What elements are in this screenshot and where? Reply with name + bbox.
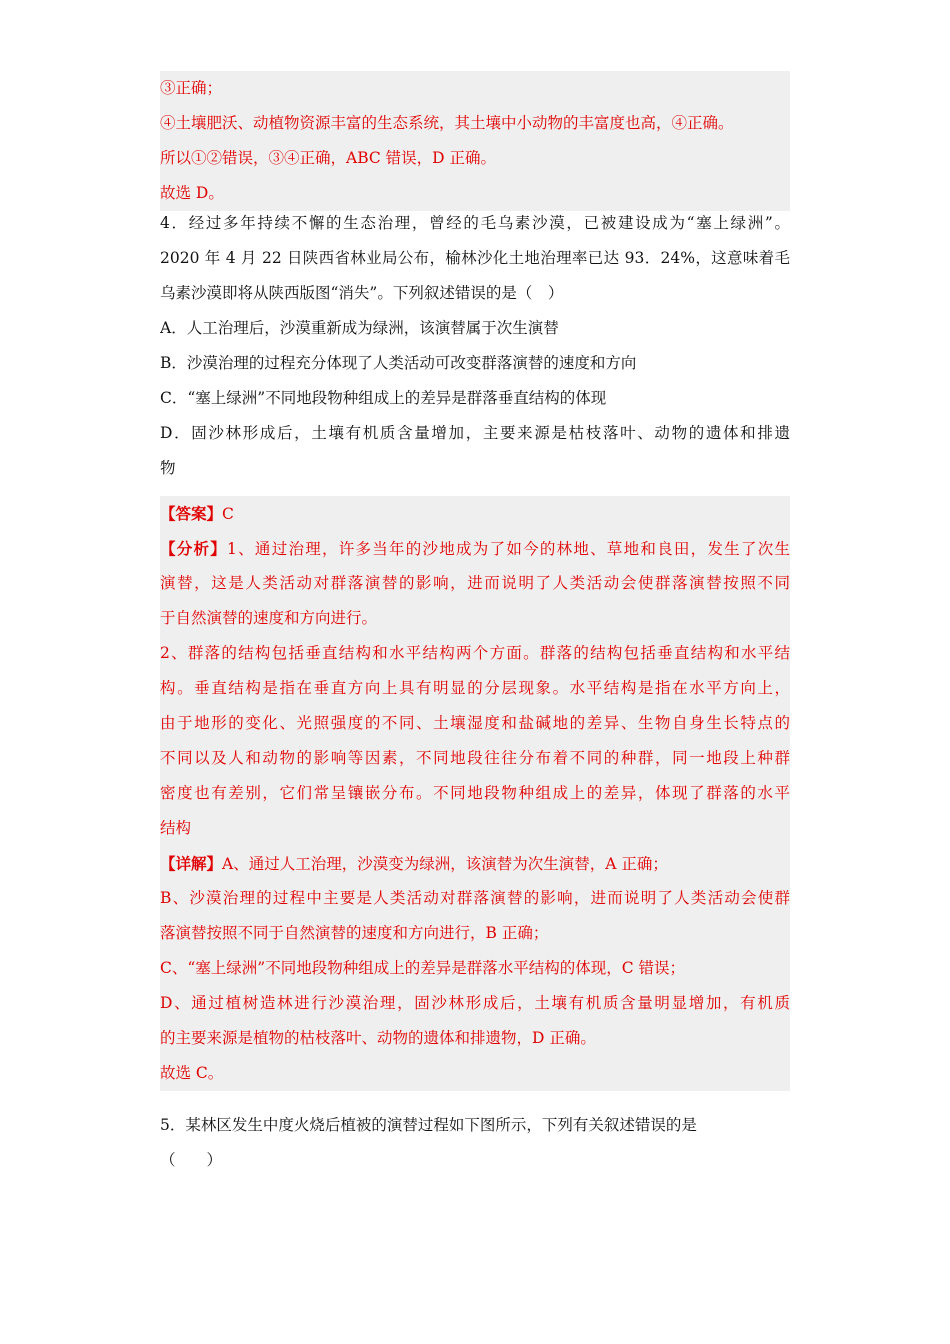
analysis-line: 构。垂直结构是指在垂直方向上具有明显的分层现象。水平结构是指在水平方向上， [160,679,790,697]
q5-stem-line: 5．某林区发生中度火烧后植被的演替过程如下图所示，下列有关叙述错误的是 [160,1116,697,1134]
q3-line: ④土壤肥沃、动植物资源丰富的生态系统，其土壤中小动物的丰富度也高，④正确。 [160,114,734,132]
analysis-text: 1、通过治理，许多当年的沙地成为了如今的林地、草地和良田，发生了次生 [227,540,790,558]
detail-line: 落演替按照不同于自然演替的速度和方向进行，B 正确； [160,924,549,942]
analysis-line [160,531,790,566]
detail-line [160,846,790,881]
analysis-line: 于自然演替的速度和方向进行。 [160,609,378,627]
q4-question [160,206,790,486]
detail-text: A、通过人工治理，沙漠变为绿洲，该演替为次生演替，A 正确； [222,855,668,873]
q4-option-d-continued: 物 [160,459,176,477]
q4-stem-line: 乌素沙漠即将从陕西版图“消失”。下列叙述错误的是（ ） [160,284,564,302]
detail-line: D、通过植树造林进行沙漠治理，固沙林形成后，土壤有机质含量明显增加，有机质 [160,994,790,1012]
q3-line: ③正确； [160,79,223,97]
q4-option-d: D．固沙林形成后，土壤有机质含量增加，主要来源是枯枝落叶、动物的遗体和排遗 [160,424,790,442]
q3-line: 故选 D。 [160,184,224,202]
detail-line: C、“塞上绿洲”不同地段物种组成上的差异是群落水平结构的体现，C 错误； [160,959,685,977]
q4-stem-line: 2020 年 4 月 22 日陕西省林业局公布，榆林沙化土地治理率已达 93．24%，这意味着毛 [160,249,790,267]
q3-explanation-tail [160,71,790,211]
detail-line: 的主要来源是植物的枯枝落叶、动物的遗体和排遗物，D 正确。 [160,1029,596,1047]
detail-tag: 【详解】 [160,854,223,873]
analysis-line: 演替，这是人类活动对群落演替的影响，进而说明了人类活动会使群落演替按照不同 [160,574,790,592]
q5-question [160,1108,790,1178]
detail-line: 故选 C。 [160,1064,224,1082]
q4-explanation [160,496,790,1091]
answer-tag: 【答案】 [160,504,223,523]
q4-stem-line: 4．经过多年持续不懈的生态治理，曾经的毛乌素沙漠，已被建设成为“塞上绿洲”。 [160,214,790,232]
answer-value: C [222,505,234,523]
analysis-tag: 【分析】 [160,539,228,558]
analysis-line: 2、群落的结构包括垂直结构和水平结构两个方面。群落的结构包括垂直结构和水平结 [160,644,790,662]
q4-option-a: A．人工治理后，沙漠重新成为绿洲，该演替属于次生演替 [160,319,559,337]
q3-line: 所以①②错误，③④正确，ABC 错误，D 正确。 [160,149,497,167]
q4-option-c: C．“塞上绿洲”不同地段物种组成上的差异是群落垂直结构的体现 [160,389,607,407]
analysis-line: 结构 [160,819,192,837]
q4-option-b: B．沙漠治理的过程充分体现了人类活动可改变群落演替的速度和方向 [160,354,637,372]
detail-line: B、沙漠治理的过程中主要是人类活动对群落演替的影响，进而说明了人类活动会使群 [160,889,790,907]
analysis-line: 不同以及人和动物的影响等因素，不同地段往往分布着不同的种群，同一地段上种群 [160,749,790,767]
analysis-line: 密度也有差别，它们常呈镶嵌分布。不同地段物种组成上的差异，体现了群落的水平 [160,784,790,802]
answer-line [160,496,790,531]
q5-stem-line: （ ） [160,1151,223,1169]
analysis-line: 由于地形的变化、光照强度的不同、土壤湿度和盐碱地的差异、生物自身生长特点的 [160,714,790,732]
